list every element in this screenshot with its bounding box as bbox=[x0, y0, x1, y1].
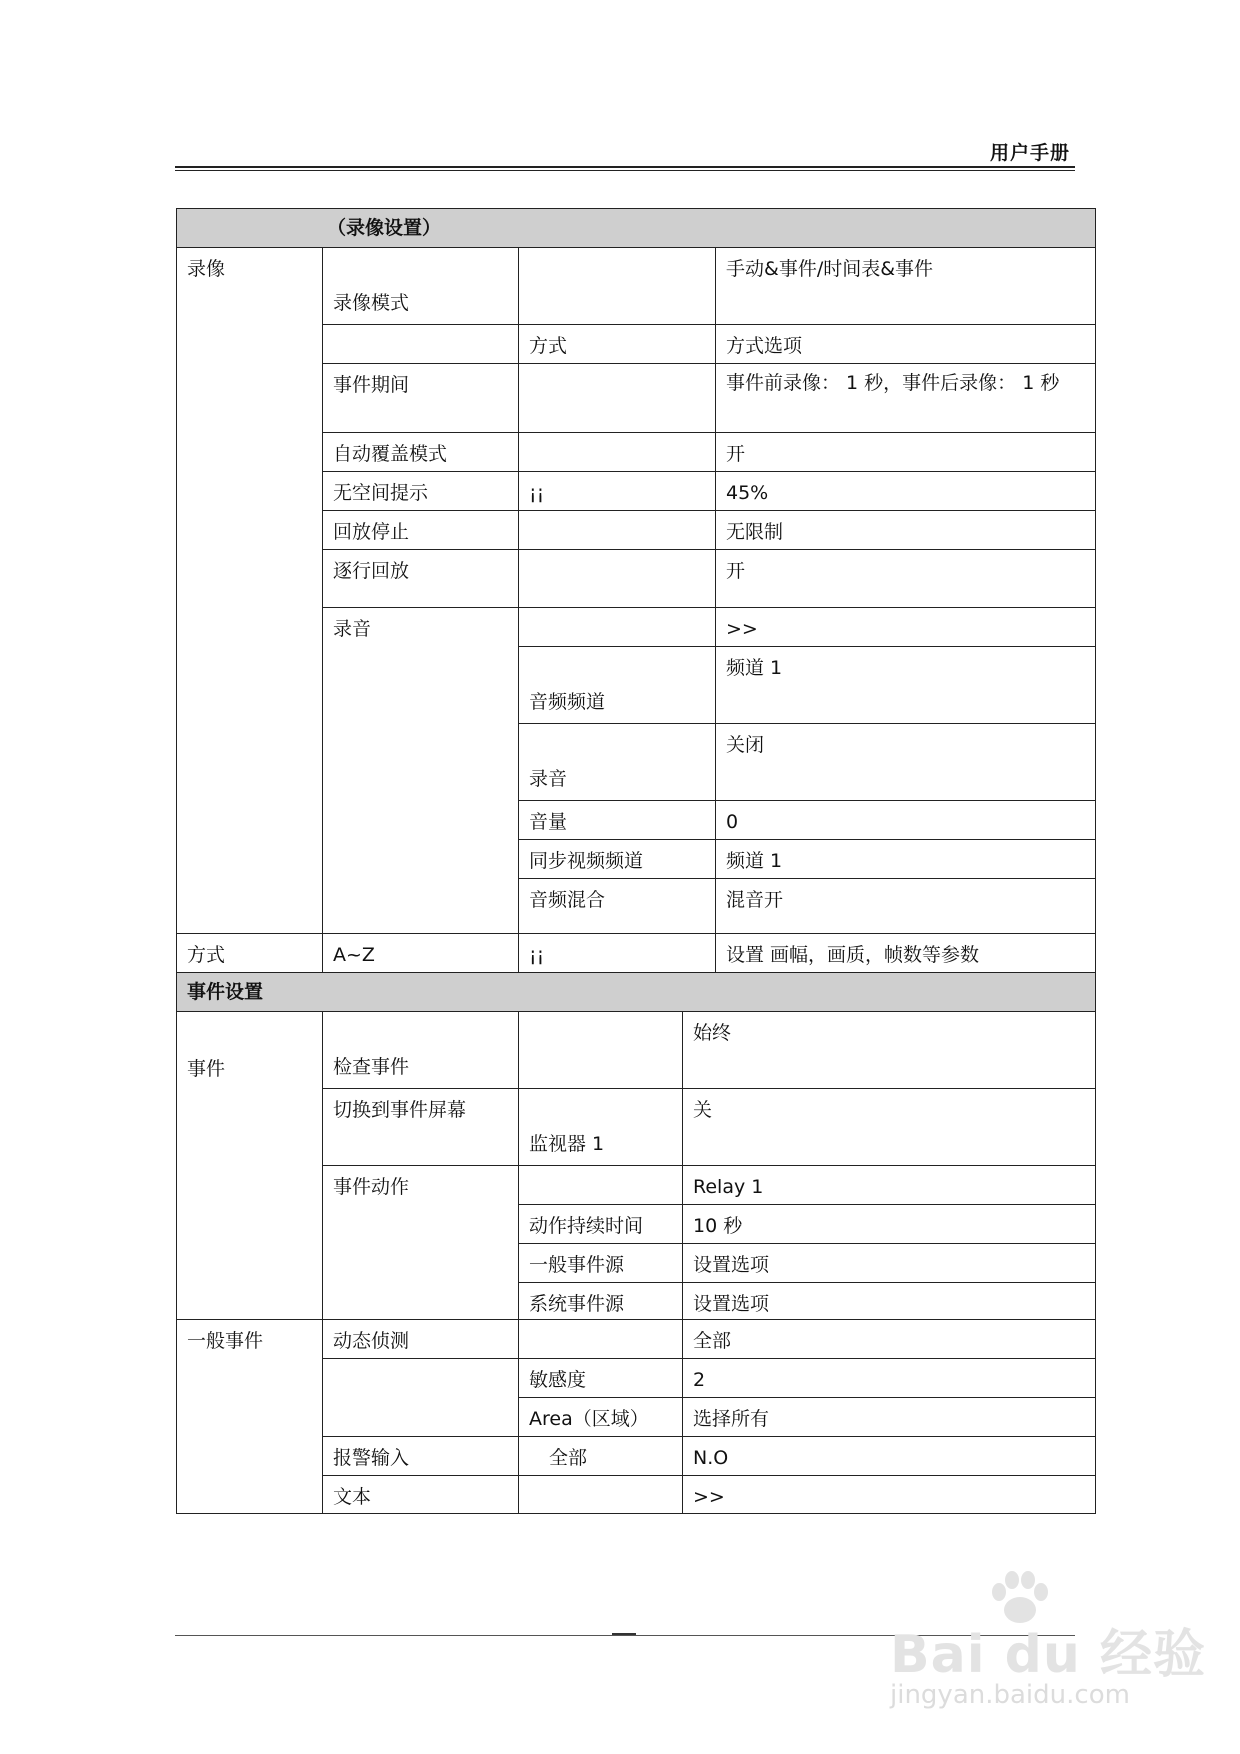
cell-text-sub bbox=[518, 1475, 683, 1514]
cell-audio-channel: 音频频道 bbox=[518, 646, 716, 724]
cell-sync-video-channel-value: 频道 1 bbox=[715, 839, 1096, 879]
cell-general-event-source: 一般事件源 bbox=[518, 1243, 683, 1283]
header-rule-thin bbox=[175, 170, 1075, 171]
cell-audio-sub bbox=[518, 607, 716, 647]
cell-sensitivity-value: 2 bbox=[682, 1358, 1096, 1398]
cell-switch-event-screen-monitor: 监视器 1 bbox=[518, 1088, 683, 1166]
watermark-url: jingyan.baidu.com bbox=[890, 1680, 1130, 1710]
section-header-record: （录像设置） bbox=[176, 208, 1096, 248]
cell-audio-more: >> bbox=[715, 607, 1096, 647]
group-label-event: 事件 bbox=[176, 1011, 323, 1320]
cell-playback-stop-sub bbox=[518, 510, 716, 550]
footer-page-dash bbox=[612, 1633, 636, 1635]
cell-progressive-playback: 逐行回放 bbox=[322, 549, 519, 608]
cell-motion-subgroup bbox=[322, 1358, 519, 1437]
cell-event-duration-sub bbox=[518, 363, 716, 433]
cell-method-value: 方式选项 bbox=[715, 324, 1096, 364]
cell-auto-overwrite-sub bbox=[518, 432, 716, 472]
cell-audio-record-value: 关闭 bbox=[715, 723, 1096, 801]
cell-record-mode-value: 手动&事件/时间表&事件 bbox=[715, 247, 1096, 325]
cell-action-duration-value: 10 秒 bbox=[682, 1204, 1096, 1244]
cell-switch-event-screen-value: 关 bbox=[682, 1088, 1096, 1166]
cell-audio-record: 录音 bbox=[518, 723, 716, 801]
cell-area-value: 选择所有 bbox=[682, 1397, 1096, 1437]
header-title: 用户手册 bbox=[989, 142, 1070, 164]
cell-method-range: A~Z bbox=[322, 933, 519, 973]
cell-volume: 音量 bbox=[518, 800, 716, 840]
cell-general-event-source-value: 设置选项 bbox=[682, 1243, 1096, 1283]
cell-playback-stop-value: 无限制 bbox=[715, 510, 1096, 550]
cell-alarm-input-sub: 全部 bbox=[518, 1436, 683, 1476]
cell-event-duration-value: 事件前录像： 1 秒，事件后录像： 1 秒 bbox=[715, 363, 1096, 433]
cell-check-event: 检查事件 bbox=[322, 1011, 519, 1089]
cell-system-event-source: 系统事件源 bbox=[518, 1282, 683, 1320]
header-rule bbox=[175, 166, 1075, 168]
cell-no-space-hint-sub: ¡¡ bbox=[518, 471, 716, 511]
group-label-record: 录像 bbox=[176, 247, 323, 934]
cell-motion-detect: 动态侦测 bbox=[322, 1319, 519, 1359]
cell-event-action-sub bbox=[518, 1165, 683, 1205]
group-label-audio: 录音 bbox=[322, 607, 519, 934]
cell-check-event-value: 始终 bbox=[682, 1011, 1096, 1089]
cell-text-more: >> bbox=[682, 1475, 1096, 1514]
cell-alarm-input: 报警输入 bbox=[322, 1436, 519, 1476]
group-label-general-event: 一般事件 bbox=[176, 1319, 323, 1514]
settings-table bbox=[176, 208, 1096, 1514]
cell-switch-event-screen: 切换到事件屏幕 bbox=[322, 1088, 519, 1166]
cell-progressive-playback-sub bbox=[518, 549, 716, 608]
cell-method-range-value: 设置 画幅，画质，帧数等参数 bbox=[715, 933, 1096, 973]
cell-auto-overwrite-value: 开 bbox=[715, 432, 1096, 472]
cell-no-space-hint-value: 45% bbox=[715, 471, 1096, 511]
cell-event-action-value: Relay 1 bbox=[682, 1165, 1096, 1205]
cell-method: 方式 bbox=[518, 324, 716, 364]
cell-record-mode: 录像模式 bbox=[322, 247, 519, 325]
cell-audio-mix-value: 混音开 bbox=[715, 878, 1096, 934]
cell-volume-value: 0 bbox=[715, 800, 1096, 840]
cell-auto-overwrite: 自动覆盖模式 bbox=[322, 432, 519, 472]
cell-method-range-sub: ¡¡ bbox=[518, 933, 716, 973]
cell-alarm-input-value: N.O bbox=[682, 1436, 1096, 1476]
cell-method-row: 方式 bbox=[176, 933, 323, 973]
section-header-event: 事件设置 bbox=[176, 972, 1096, 1012]
cell-no-space-hint: 无空间提示 bbox=[322, 471, 519, 511]
cell-action-duration: 动作持续时间 bbox=[518, 1204, 683, 1244]
cell-sync-video-channel: 同步视频频道 bbox=[518, 839, 716, 879]
cell-audio-mix: 音频混合 bbox=[518, 878, 716, 934]
cell-text: 文本 bbox=[322, 1475, 519, 1514]
cell-motion-detect-value: 全部 bbox=[682, 1319, 1096, 1359]
cell-area: Area（区域） bbox=[518, 1397, 683, 1437]
cell-audio-channel-value: 频道 1 bbox=[715, 646, 1096, 724]
group-label-event-action: 事件动作 bbox=[322, 1165, 519, 1320]
cell-system-event-source-value: 设置选项 bbox=[682, 1282, 1096, 1320]
cell-motion-detect-sub bbox=[518, 1319, 683, 1359]
cell-playback-stop: 回放停止 bbox=[322, 510, 519, 550]
cell-check-event-sub bbox=[518, 1011, 683, 1089]
cell-event-duration: 事件期间 bbox=[322, 363, 519, 433]
cell-empty bbox=[322, 324, 519, 364]
cell-sensitivity: 敏感度 bbox=[518, 1358, 683, 1398]
watermark-brand: Bai du 经验 bbox=[890, 1625, 1206, 1685]
cell-record-mode-sub bbox=[518, 247, 716, 325]
cell-progressive-playback-value: 开 bbox=[715, 549, 1096, 608]
